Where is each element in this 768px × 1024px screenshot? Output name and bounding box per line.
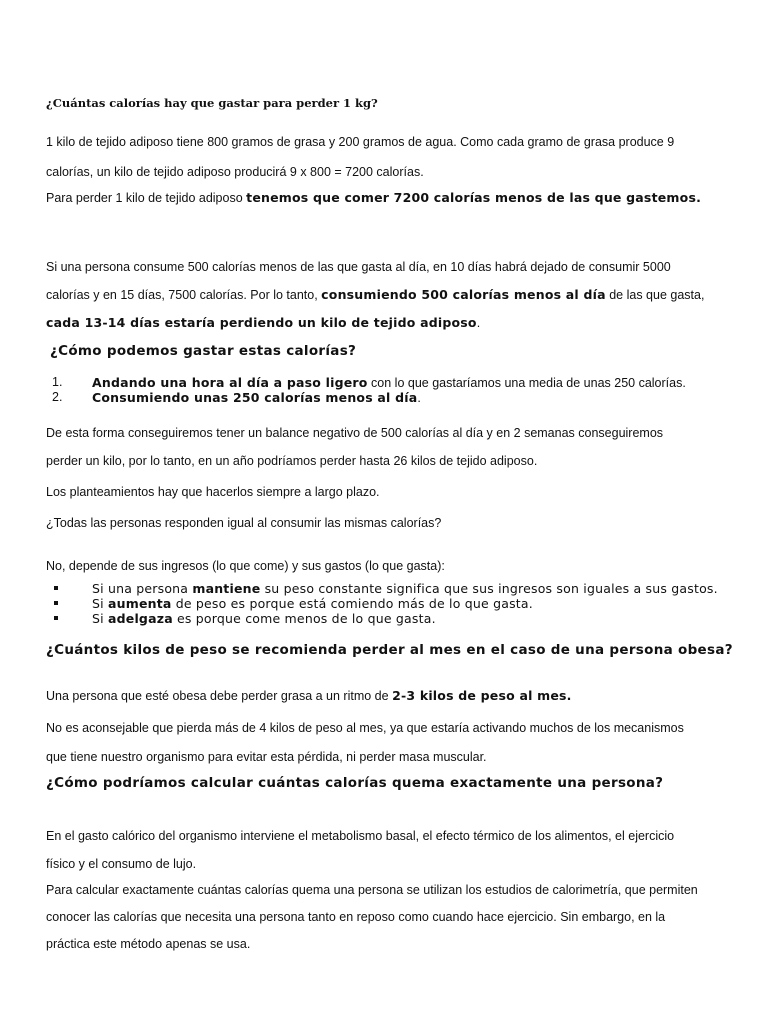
text: Si una persona: [92, 581, 193, 596]
text: Una persona que esté obesa debe perder grasa a un ritmo de: [46, 689, 393, 703]
bold-text: aumenta: [107, 596, 172, 611]
text: .: [476, 316, 481, 330]
list-item: [46, 375, 738, 390]
paragraph-long-term: Los planteamientos hay que hacerlos siempre a largo plazo.: [46, 485, 380, 499]
list-number: 1.: [52, 375, 63, 389]
text: de las que gasta,: [605, 288, 705, 302]
paragraph-line: Si una persona consume 500 calorías menos de las que gasta al día, en 10 días habrá dejado de consumir 5000: [46, 260, 671, 274]
text: Si: [92, 596, 108, 611]
bold-text: mantiene: [192, 581, 261, 596]
list-number: 2.: [52, 390, 63, 404]
list-item: [46, 611, 738, 626]
bold-text: tenemos que comer 7200 calorías menos de las que gastemos.: [246, 190, 702, 205]
heading-kilos-per-month: ¿Cuántos kilos de peso se recomienda perder al mes en el caso de una persona obesa?: [46, 642, 733, 658]
paragraph-line: físico y el consumo de lujo.: [46, 857, 197, 871]
text: calorías y en 15 días, 7500 calorías. Por lo tanto,: [46, 288, 322, 302]
section-title-calories-per-kg: ¿Cuántas calorías hay que gastar para perder 1 kg?: [46, 96, 378, 110]
paragraph-line: práctica este método apenas se usa.: [46, 937, 251, 951]
paragraph-500-calories-example: [46, 253, 738, 337]
paragraph-line: De esta forma conseguiremos tener un balance negativo de 500 calorías al día y en 2 semanas conseguiremos: [46, 426, 664, 440]
paragraph-income-expenses: No, depende de sus ingresos (lo que come) y sus gastos (lo que gasta):: [46, 559, 445, 573]
list-item: [46, 596, 738, 611]
text: es porque come menos de lo que gasta.: [172, 611, 436, 626]
text: su peso constante significa que sus ingresos son iguales a sus gastos.: [260, 581, 718, 596]
text: .: [417, 391, 421, 405]
paragraph-line: [46, 281, 738, 309]
bold-text: adelgaza: [107, 611, 173, 626]
paragraph-negative-balance: [46, 419, 738, 475]
text: de peso es porque está comiendo más de lo que gasta.: [171, 596, 533, 611]
bullet-list: [46, 581, 738, 626]
paragraph-line: perder un kilo, por lo tanto, en un año podríamos perder hasta 26 kilos de tejido adiposo.: [46, 454, 538, 468]
square-bullet-icon: [54, 616, 58, 620]
paragraph-calorimetry: [46, 877, 738, 958]
paragraph-caloric-expenditure: [46, 822, 738, 878]
heading-how-to-spend-calories: ¿Cómo podemos gastar estas calorías?: [50, 343, 357, 359]
bold-text: cada 13-14 días estaría perdiendo un kilo de tejido adiposo: [46, 315, 477, 330]
square-bullet-icon: [54, 601, 58, 605]
text: con lo que gastaríamos una media de unas 250 calorías.: [367, 376, 686, 390]
bold-text: consumiendo 500 calorías menos al día: [321, 287, 606, 302]
paragraph-obese-rate: [46, 688, 738, 704]
square-bullet-icon: [54, 586, 58, 590]
bold-text: Consumiendo unas 250 calorías menos al día: [92, 390, 418, 405]
paragraph-line: conocer las calorías que necesita una persona tanto en reposo como cuando hace ejercicio. Sin embargo, en la: [46, 910, 666, 924]
bold-text: Andando una hora al día a paso ligero: [92, 375, 368, 390]
paragraph-line: [46, 309, 738, 337]
paragraph-adipose-composition: [46, 127, 738, 187]
text: Para perder 1 kilo de tejido adiposo: [46, 191, 247, 205]
bold-text: 2-3 kilos de peso al mes.: [392, 688, 572, 703]
paragraph-not-advisable: [46, 714, 738, 772]
paragraph-line: 1 kilo de tejido adiposo tiene 800 gramos de grasa y 200 gramos de agua. Como cada gramo de grasa produce 9: [46, 135, 675, 149]
paragraph-line: No es aconsejable que pierda más de 4 kilos de peso al mes, ya que estaría activando muchos de los mecanismos: [46, 721, 684, 735]
text: Si: [92, 611, 108, 626]
paragraph-line: calorías, un kilo de tejido adiposo producirá 9 x 800 = 7200 calorías.: [46, 165, 424, 179]
paragraph-question-same-calories: ¿Todas las personas responden igual al consumir las mismas calorías?: [46, 516, 442, 530]
list-item: [46, 581, 738, 596]
heading-calculate-calories: ¿Cómo podríamos calcular cuántas calorías quema exactamente una persona?: [46, 775, 664, 791]
paragraph-line: que tiene nuestro organismo para evitar esta pérdida, ni perder masa muscular.: [46, 750, 487, 764]
paragraph-7200-calories: [46, 190, 738, 206]
numbered-list: [46, 375, 738, 405]
paragraph-line: En el gasto calórico del organismo interviene el metabolismo basal, el efecto térmico de los alimentos, el ejercicio: [46, 829, 675, 843]
paragraph-line: Para calcular exactamente cuántas calorías quema una persona se utilizan los estudios de calorimetría, que permiten: [46, 883, 698, 897]
list-item: [46, 390, 738, 405]
